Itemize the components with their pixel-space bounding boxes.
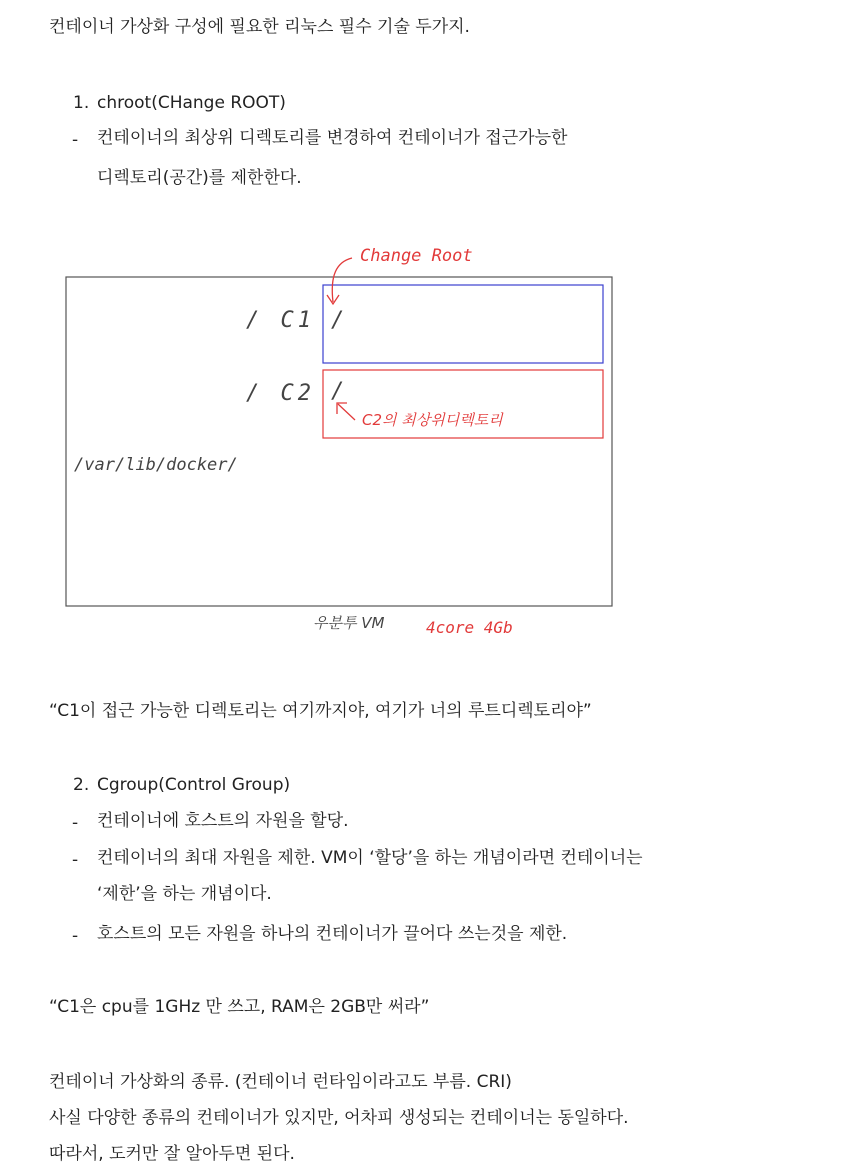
section2-bullet2-line1: 컨테이너의 최대 자원을 제한. VM이 ‘할당’을 하는 개념이라면 컨테이너는 xyxy=(97,848,643,868)
section2-bullet1: 컨테이너에 호스트의 자원을 할당. xyxy=(97,811,349,831)
c1-path-label: / C1 xyxy=(246,308,315,333)
bullet-marker: - xyxy=(72,926,79,946)
bullet-marker: - xyxy=(72,850,79,870)
c2-note-arrow xyxy=(338,404,355,420)
section1-number: 1. xyxy=(73,93,90,113)
section1-bullet1-line2: 디렉토리(공간)를 제한한다. xyxy=(97,168,302,188)
c1-root-slash: / xyxy=(331,308,345,333)
c2-root-slash: / xyxy=(331,379,345,404)
page-title: 컨테이너 가상화 구성에 필요한 리눅스 필수 기술 두가지. xyxy=(49,17,470,37)
vm-spec-label: 4core 4Gb xyxy=(426,618,513,637)
footer-line2: 사실 다양한 종류의 컨테이너가 있지만, 어차피 생성되는 컨테이너는 동일하다. xyxy=(49,1108,629,1128)
bullet-marker: - xyxy=(72,813,79,833)
footer-line3: 따라서, 도커만 잘 알아두면 된다. xyxy=(49,1144,295,1164)
vm-label: 우분투 VM xyxy=(313,614,385,632)
section1-bullet1-line1: 컨테이너의 최상위 디렉토리를 변경하여 컨테이너가 접근가능한 xyxy=(97,128,568,148)
c2-path-label: / C2 xyxy=(246,381,315,406)
c2-root-note: C2의 최상위디렉토리 xyxy=(362,411,503,429)
section1-heading: chroot(CHange ROOT) xyxy=(97,93,286,113)
footer-line1: 컨테이너 가상화의 종류. (컨테이너 런타임이라고도 부름. CRI) xyxy=(49,1072,512,1092)
section2-heading: Cgroup(Control Group) xyxy=(97,775,291,795)
section2-bullet3: 호스트의 모든 자원을 하나의 컨테이너가 끌어다 쓰는것을 제한. xyxy=(97,924,568,944)
bullet-marker: - xyxy=(72,130,79,150)
quote-c1-root: “C1이 접근 가능한 디렉토리는 여기까지야, 여기가 너의 루트디렉토리야” xyxy=(49,701,592,721)
change-root-arrow xyxy=(332,258,352,302)
c1-root-box xyxy=(323,285,603,363)
section2-number: 2. xyxy=(73,775,90,795)
docker-path-label: /var/lib/docker/ xyxy=(74,455,238,475)
section2-bullet2-line2: ‘제한’을 하는 개념이다. xyxy=(97,884,272,904)
quote-c1-limit: “C1은 cpu를 1GHz 만 쓰고, RAM은 2GB만 써라” xyxy=(49,997,430,1017)
change-root-note: Change Root xyxy=(360,246,473,266)
